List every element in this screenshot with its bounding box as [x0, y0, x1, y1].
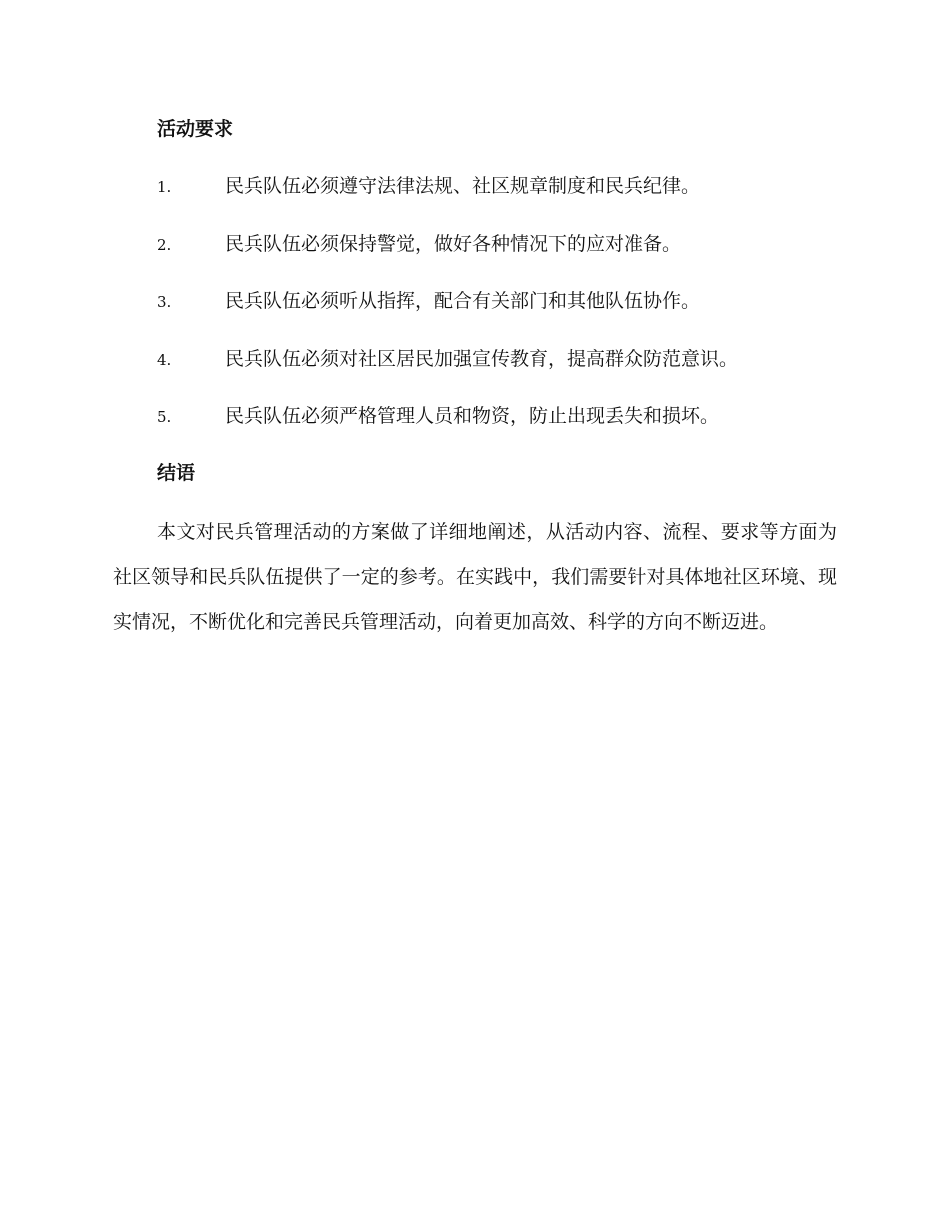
list-item [0, 230, 950, 288]
conclusion-paragraph: 本文对民兵管理活动的方案做了详细地阐述，从活动内容、流程、要求等方面为社区领导和民兵队伍提供了一定的参考。在实践中，我们需要针对具体地社区环境、现实情况，不断优化和完善民兵管理活动，向着更加高效、科学的方向不断迈进。 [113, 521, 837, 633]
list-item-number: 4. [157, 350, 172, 369]
list-item [0, 172, 950, 230]
requirements-heading: 活动要求 [157, 118, 234, 140]
list-item [0, 402, 950, 460]
list-item-number: 2. [157, 235, 172, 254]
requirements-list [0, 172, 950, 460]
list-item-text: 民兵队伍必须遵守法律法规、社区规章制度和民兵纪律。 [225, 175, 701, 197]
conclusion-heading: 结语 [157, 462, 196, 484]
list-item-text: 民兵队伍必须保持警觉，做好各种情况下的应对准备。 [225, 232, 682, 255]
list-item-number: 3. [157, 293, 172, 311]
list-item-text: 民兵队伍必须严格管理人员和物资，防止出现丢失和损坏。 [225, 405, 720, 427]
list-item-number: 5. [157, 408, 172, 426]
list-item [0, 345, 950, 403]
list-item-text: 民兵队伍必须听从指挥，配合有关部门和其他队伍协作。 [225, 290, 701, 312]
list-item-text: 民兵队伍必须对社区居民加强宣传教育，提高群众防范意识。 [225, 347, 739, 370]
list-item [0, 287, 950, 345]
list-item-number: 1. [157, 178, 172, 196]
